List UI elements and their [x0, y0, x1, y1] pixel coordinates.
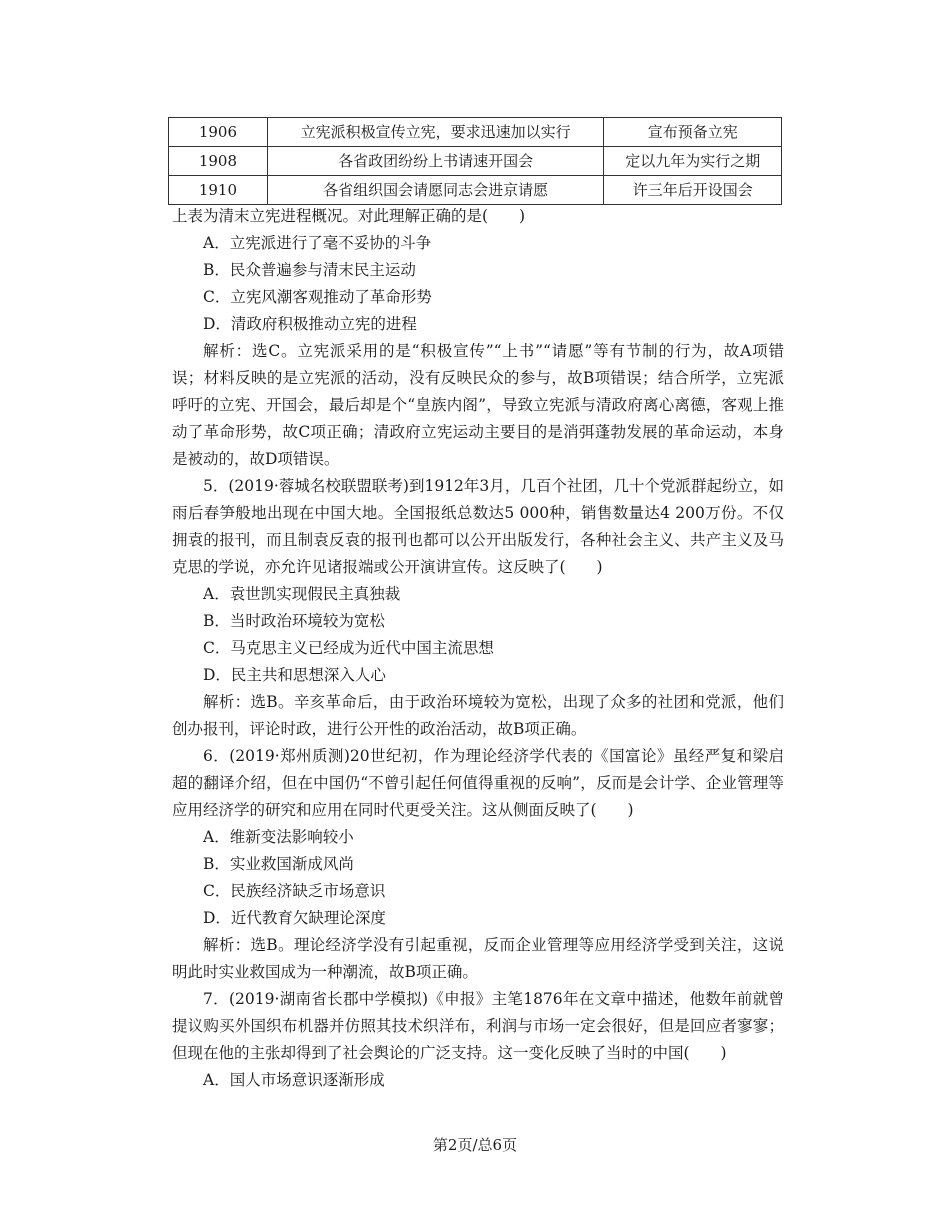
q5-option-c: C．马克思主义已经成为近代中国主流思想 [203, 639, 494, 657]
constitution-table [168, 117, 782, 205]
q5-stem: 5．(2019·蓉城名校联盟联考)到1912年3月，几百个社团，几十个党派群起纷立，如雨后春笋般地出现在中国大地。全国报纸总数达5 000种，销售数量达4 200万份。不仅拥袁的报刊，而且制袁反袁的报刊也都可以公开出版发行，各种社会主义、共产主义及马克思的学说，亦允许见诸报端或公开演讲宣传。这反映了( ) [172, 477, 784, 576]
q4-analysis: 解析：选C。立宪派采用的是“积极宣传”“上书”“请愿”等有节制的行为，故A项错误；材料反映的是立宪派的活动，没有反映民众的参与，故B项错误；结合所学，立宪派呼吁的立宪、开国会，最后却是个“皇族内阁”，导致立宪派与清政府离心离德，客观上推动了革命形势，故C项正确；清政府立宪运动主要目的是消弭蓬勃发展的革命运动，本身是被动的，故D项错误。 [172, 342, 784, 468]
q6-analysis: 解析：选B。理论经济学没有引起重视，反而企业管理等应用经济学受到关注，这说明此时实业救国成为一种潮流，故B项正确。 [172, 936, 784, 981]
q6-option-c: C．民族经济缺乏市场意识 [203, 882, 386, 900]
table-row [169, 147, 782, 176]
table-cell-year: 1908 [169, 147, 268, 176]
table-row [169, 176, 782, 205]
q4-option-d: D．清政府积极推动立宪的进程 [203, 315, 417, 333]
table-cell-result: 许三年后开设国会 [604, 176, 782, 205]
table-cell-event: 各省组织国会请愿同志会进京请愿 [267, 176, 604, 205]
table-cell-event: 各省政团纷纷上书请速开国会 [267, 147, 604, 176]
q5-option-a: A．袁世凯实现假民主真独裁 [203, 585, 401, 603]
q4-option-c: C．立宪风潮客观推动了革命形势 [203, 288, 432, 306]
q6-option-b: B．实业救国渐成风尚 [203, 855, 354, 873]
q5-option-d: D．民主共和思想深入人心 [203, 666, 386, 684]
table-row [169, 118, 782, 147]
q5-analysis: 解析：选B。辛亥革命后，由于政治环境较为宽松，出现了众多的社团和党派，他们创办报刊，评论时政，进行公开性的政治活动，故B项正确。 [172, 693, 784, 738]
table-cell-result: 定以九年为实行之期 [604, 147, 782, 176]
table-cell-result: 宣布预备立宪 [604, 118, 782, 147]
page-footer: 第2页/总6页 [432, 1136, 518, 1154]
q4-option-a: A．立宪派进行了毫不妥协的斗争 [203, 234, 432, 252]
q6-stem: 6．(2019·郑州质测)20世纪初，作为理论经济学代表的《国富论》虽经严复和梁启超的翻译介绍，但在中国仍“不曾引起任何值得重视的反响”，反而是会计学、企业管理等应用经济学的研究和应用在同时代更受关注。这从侧面反映了( ) [172, 747, 784, 819]
question-content [172, 203, 784, 1094]
q4-option-b: B．民众普遍参与清末民主运动 [203, 261, 416, 279]
q6-option-d: D．近代教育欠缺理论深度 [203, 909, 386, 927]
table-cell-event: 立宪派积极宣传立宪，要求迅速加以实行 [267, 118, 604, 147]
q4-stem: 上表为清末立宪进程概况。对此理解正确的是( ) [172, 207, 526, 225]
q7-option-a: A．国人市场意识逐渐形成 [203, 1071, 385, 1089]
q7-stem: 7．(2019·湖南省长郡中学模拟)《申报》主笔1876年在文章中描述，他数年前就曾提议购买外国织布机器并仿照其技术织洋布，利润与市场一定会很好，但是回应者寥寥；但现在他的主张却得到了社会舆论的广泛支持。这一变化反映了当时的中国( ) [172, 990, 784, 1062]
q6-option-a: A．维新变法影响较小 [203, 828, 354, 846]
table-cell-year: 1910 [169, 176, 268, 205]
q5-option-b: B．当时政治环境较为宽松 [203, 612, 385, 630]
table-cell-year: 1906 [169, 118, 268, 147]
